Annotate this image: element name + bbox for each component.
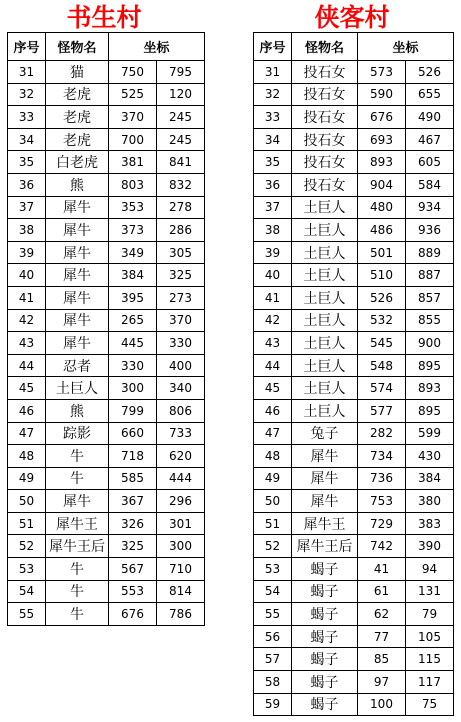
- cell-coord-y: 390: [406, 535, 454, 558]
- cell-coord-x: 325: [109, 535, 157, 558]
- cell-monster-name: 猫: [46, 61, 109, 84]
- cell-coord-y: 105: [406, 625, 454, 648]
- cell-seq: 35: [8, 151, 46, 174]
- cell-coord-y: 895: [406, 399, 454, 422]
- cell-coord-y: 490: [406, 106, 454, 129]
- cell-seq: 32: [8, 83, 46, 106]
- cell-monster-name: 犀牛: [292, 445, 358, 468]
- cell-coord-y: 887: [406, 264, 454, 287]
- cell-monster-name: 土巨人: [292, 286, 358, 309]
- cell-coord-y: 900: [406, 332, 454, 355]
- cell-monster-name: 土巨人: [292, 241, 358, 264]
- cell-monster-name: 蝎子: [292, 558, 358, 581]
- cell-seq: 45: [254, 377, 292, 400]
- table-row: [8, 512, 205, 535]
- cell-monster-name: 犀牛: [292, 467, 358, 490]
- table-row: [8, 219, 205, 242]
- cell-seq: 34: [8, 128, 46, 151]
- cell-seq: 48: [8, 445, 46, 468]
- cell-coord-x: 799: [109, 399, 157, 422]
- table-row: [8, 309, 205, 332]
- cell-seq: 43: [254, 332, 292, 355]
- cell-monster-name: 土巨人: [292, 377, 358, 400]
- table-row: [254, 241, 454, 264]
- cell-coord-x: 61: [358, 580, 406, 603]
- cell-seq: 35: [254, 151, 292, 174]
- cell-coord-y: 94: [406, 558, 454, 581]
- cell-monster-name: 蝎子: [292, 671, 358, 694]
- cell-coord-y: 855: [406, 309, 454, 332]
- cell-monster-name: 犀牛: [292, 490, 358, 513]
- cell-coord-y: 273: [157, 286, 205, 309]
- table-row: [254, 332, 454, 355]
- table-row: [8, 490, 205, 513]
- cell-coord-y: 605: [406, 151, 454, 174]
- table-row: [254, 445, 454, 468]
- cell-coord-x: 384: [109, 264, 157, 287]
- cell-seq: 40: [254, 264, 292, 287]
- cell-monster-name: 牛: [46, 558, 109, 581]
- table-row: [8, 173, 205, 196]
- table-row: [254, 671, 454, 694]
- monster-table-shusheng: [7, 32, 205, 626]
- table-header-row: [254, 33, 454, 61]
- cell-coord-x: 330: [109, 354, 157, 377]
- table-row: [8, 603, 205, 626]
- cell-seq: 44: [254, 354, 292, 377]
- table-row: [254, 83, 454, 106]
- cell-seq: 37: [8, 196, 46, 219]
- table-row: [254, 309, 454, 332]
- table-row: [254, 377, 454, 400]
- village-title-shusheng: 书生村: [66, 3, 142, 32]
- table-row: [8, 196, 205, 219]
- cell-coord-y: 857: [406, 286, 454, 309]
- cell-coord-y: 245: [157, 128, 205, 151]
- cell-seq: 46: [254, 399, 292, 422]
- table-row: [8, 377, 205, 400]
- cell-monster-name: 熊: [46, 173, 109, 196]
- cell-coord-x: 526: [358, 286, 406, 309]
- cell-coord-y: 655: [406, 83, 454, 106]
- cell-coord-x: 893: [358, 151, 406, 174]
- cell-coord-y: 400: [157, 354, 205, 377]
- cell-monster-name: 犀牛: [46, 286, 109, 309]
- cell-coord-y: 296: [157, 490, 205, 513]
- cell-monster-name: 犀牛王: [46, 512, 109, 535]
- table-body: [254, 61, 454, 716]
- cell-coord-y: 286: [157, 219, 205, 242]
- cell-coord-y: 370: [157, 309, 205, 332]
- cell-coord-x: 62: [358, 603, 406, 626]
- cell-coord-x: 753: [358, 490, 406, 513]
- cell-coord-y: 245: [157, 106, 205, 129]
- cell-seq: 34: [254, 128, 292, 151]
- table-body: [8, 61, 205, 626]
- cell-seq: 47: [8, 422, 46, 445]
- cell-coord-y: 710: [157, 558, 205, 581]
- cell-monster-name: 犀牛王后: [46, 535, 109, 558]
- cell-coord-x: 585: [109, 467, 157, 490]
- cell-monster-name: 投石女: [292, 173, 358, 196]
- header-monster-name: 怪物名: [46, 33, 109, 61]
- table-row: [254, 196, 454, 219]
- cell-coord-x: 729: [358, 512, 406, 535]
- table-row: [8, 106, 205, 129]
- cell-monster-name: 土巨人: [292, 264, 358, 287]
- cell-coord-x: 734: [358, 445, 406, 468]
- cell-coord-y: 301: [157, 512, 205, 535]
- cell-seq: 47: [254, 422, 292, 445]
- table-row: [254, 580, 454, 603]
- table-row: [254, 399, 454, 422]
- table-row: [8, 467, 205, 490]
- table-row: [254, 467, 454, 490]
- cell-coord-x: 676: [109, 603, 157, 626]
- cell-coord-x: 100: [358, 693, 406, 716]
- cell-monster-name: 犀牛: [46, 332, 109, 355]
- cell-monster-name: 投石女: [292, 128, 358, 151]
- cell-seq: 31: [254, 61, 292, 84]
- cell-monster-name: 蝎子: [292, 603, 358, 626]
- cell-seq: 37: [254, 196, 292, 219]
- cell-monster-name: 老虎: [46, 128, 109, 151]
- cell-coord-x: 525: [109, 83, 157, 106]
- cell-seq: 44: [8, 354, 46, 377]
- cell-monster-name: 投石女: [292, 83, 358, 106]
- cell-coord-y: 526: [406, 61, 454, 84]
- cell-monster-name: 土巨人: [292, 354, 358, 377]
- table-row: [254, 422, 454, 445]
- cell-coord-y: 79: [406, 603, 454, 626]
- cell-monster-name: 牛: [46, 445, 109, 468]
- cell-coord-x: 750: [109, 61, 157, 84]
- table-row: [254, 490, 454, 513]
- cell-monster-name: 土巨人: [292, 219, 358, 242]
- table-row: [8, 535, 205, 558]
- cell-coord-x: 700: [109, 128, 157, 151]
- cell-coord-x: 282: [358, 422, 406, 445]
- cell-coord-y: 131: [406, 580, 454, 603]
- cell-coord-y: 325: [157, 264, 205, 287]
- cell-coord-x: 573: [358, 61, 406, 84]
- cell-seq: 38: [254, 219, 292, 242]
- cell-coord-y: 841: [157, 151, 205, 174]
- cell-monster-name: 犀牛: [46, 264, 109, 287]
- cell-coord-x: 567: [109, 558, 157, 581]
- cell-seq: 52: [8, 535, 46, 558]
- cell-coord-x: 736: [358, 467, 406, 490]
- cell-seq: 43: [8, 332, 46, 355]
- cell-seq: 45: [8, 377, 46, 400]
- cell-coord-x: 381: [109, 151, 157, 174]
- village-title-xiake: 侠客村: [314, 3, 390, 32]
- cell-monster-name: 忍者: [46, 354, 109, 377]
- cell-seq: 57: [254, 648, 292, 671]
- table-row: [254, 535, 454, 558]
- cell-coord-y: 467: [406, 128, 454, 151]
- cell-coord-x: 676: [358, 106, 406, 129]
- cell-coord-y: 934: [406, 196, 454, 219]
- table-row: [8, 264, 205, 287]
- cell-seq: 51: [254, 512, 292, 535]
- cell-coord-y: 444: [157, 467, 205, 490]
- cell-monster-name: 蝎子: [292, 693, 358, 716]
- cell-seq: 53: [8, 558, 46, 581]
- header-monster-name: 怪物名: [292, 33, 358, 61]
- cell-coord-x: 574: [358, 377, 406, 400]
- cell-coord-y: 936: [406, 219, 454, 242]
- cell-monster-name: 犀牛: [46, 196, 109, 219]
- cell-seq: 33: [254, 106, 292, 129]
- cell-coord-x: 510: [358, 264, 406, 287]
- cell-coord-x: 300: [109, 377, 157, 400]
- cell-coord-x: 480: [358, 196, 406, 219]
- cell-seq: 36: [8, 173, 46, 196]
- header-seq: 序号: [8, 33, 46, 61]
- table-row: [8, 83, 205, 106]
- table-row: [254, 61, 454, 84]
- table-row: [254, 603, 454, 626]
- table-row: [254, 173, 454, 196]
- table-row: [254, 128, 454, 151]
- cell-coord-y: 120: [157, 83, 205, 106]
- cell-seq: 55: [254, 603, 292, 626]
- table-row: [8, 399, 205, 422]
- cell-coord-y: 115: [406, 648, 454, 671]
- cell-coord-x: 265: [109, 309, 157, 332]
- cell-coord-x: 532: [358, 309, 406, 332]
- cell-coord-x: 742: [358, 535, 406, 558]
- cell-monster-name: 牛: [46, 467, 109, 490]
- cell-coord-y: 117: [406, 671, 454, 694]
- cell-monster-name: 白老虎: [46, 151, 109, 174]
- cell-coord-x: 85: [358, 648, 406, 671]
- cell-seq: 55: [8, 603, 46, 626]
- table-row: [8, 332, 205, 355]
- cell-coord-x: 367: [109, 490, 157, 513]
- cell-seq: 54: [254, 580, 292, 603]
- table-row: [254, 558, 454, 581]
- cell-monster-name: 兔子: [292, 422, 358, 445]
- cell-monster-name: 踪影: [46, 422, 109, 445]
- header-coordinates: 坐标: [109, 33, 205, 61]
- cell-coord-x: 553: [109, 580, 157, 603]
- table-row: [8, 128, 205, 151]
- cell-monster-name: 土巨人: [46, 377, 109, 400]
- cell-monster-name: 犀牛王: [292, 512, 358, 535]
- cell-coord-x: 904: [358, 173, 406, 196]
- cell-seq: 49: [8, 467, 46, 490]
- cell-monster-name: 土巨人: [292, 309, 358, 332]
- cell-coord-x: 349: [109, 241, 157, 264]
- cell-coord-y: 599: [406, 422, 454, 445]
- cell-monster-name: 老虎: [46, 83, 109, 106]
- cell-coord-x: 545: [358, 332, 406, 355]
- header-seq: 序号: [254, 33, 292, 61]
- cell-monster-name: 老虎: [46, 106, 109, 129]
- cell-seq: 40: [8, 264, 46, 287]
- cell-coord-y: 584: [406, 173, 454, 196]
- cell-monster-name: 牛: [46, 580, 109, 603]
- cell-coord-x: 445: [109, 332, 157, 355]
- table-row: [8, 286, 205, 309]
- table-row: [254, 106, 454, 129]
- cell-coord-x: 548: [358, 354, 406, 377]
- cell-coord-y: 340: [157, 377, 205, 400]
- table-row: [254, 354, 454, 377]
- cell-coord-y: 330: [157, 332, 205, 355]
- cell-coord-y: 620: [157, 445, 205, 468]
- cell-coord-y: 795: [157, 61, 205, 84]
- cell-coord-x: 486: [358, 219, 406, 242]
- cell-seq: 53: [254, 558, 292, 581]
- cell-seq: 46: [8, 399, 46, 422]
- cell-seq: 52: [254, 535, 292, 558]
- cell-seq: 42: [8, 309, 46, 332]
- table-row: [254, 512, 454, 535]
- cell-coord-y: 733: [157, 422, 205, 445]
- cell-monster-name: 蝎子: [292, 648, 358, 671]
- cell-seq: 48: [254, 445, 292, 468]
- cell-seq: 50: [254, 490, 292, 513]
- cell-coord-x: 803: [109, 173, 157, 196]
- cell-monster-name: 土巨人: [292, 399, 358, 422]
- cell-seq: 41: [254, 286, 292, 309]
- table-row: [8, 558, 205, 581]
- monster-table-xiake: [253, 32, 454, 716]
- cell-seq: 39: [8, 241, 46, 264]
- cell-coord-y: 814: [157, 580, 205, 603]
- table-row: [254, 151, 454, 174]
- cell-coord-x: 77: [358, 625, 406, 648]
- cell-seq: 31: [8, 61, 46, 84]
- cell-seq: 39: [254, 241, 292, 264]
- cell-coord-x: 370: [109, 106, 157, 129]
- table-row: [8, 241, 205, 264]
- cell-seq: 33: [8, 106, 46, 129]
- cell-seq: 51: [8, 512, 46, 535]
- cell-coord-y: 430: [406, 445, 454, 468]
- cell-seq: 54: [8, 580, 46, 603]
- cell-coord-x: 577: [358, 399, 406, 422]
- cell-monster-name: 牛: [46, 603, 109, 626]
- table-row: [254, 219, 454, 242]
- cell-monster-name: 熊: [46, 399, 109, 422]
- cell-coord-x: 353: [109, 196, 157, 219]
- table-row: [254, 264, 454, 287]
- table-row: [254, 625, 454, 648]
- cell-monster-name: 投石女: [292, 61, 358, 84]
- cell-coord-x: 97: [358, 671, 406, 694]
- cell-coord-y: 380: [406, 490, 454, 513]
- cell-monster-name: 蝎子: [292, 580, 358, 603]
- table-row: [254, 648, 454, 671]
- cell-coord-y: 278: [157, 196, 205, 219]
- cell-coord-x: 373: [109, 219, 157, 242]
- header-coordinates: 坐标: [358, 33, 454, 61]
- cell-coord-y: 806: [157, 399, 205, 422]
- cell-coord-x: 660: [109, 422, 157, 445]
- cell-monster-name: 犀牛王后: [292, 535, 358, 558]
- cell-seq: 50: [8, 490, 46, 513]
- cell-monster-name: 投石女: [292, 151, 358, 174]
- table-header-row: [8, 33, 205, 61]
- cell-seq: 41: [8, 286, 46, 309]
- cell-seq: 42: [254, 309, 292, 332]
- cell-coord-x: 395: [109, 286, 157, 309]
- cell-coord-x: 41: [358, 558, 406, 581]
- table-row: [254, 286, 454, 309]
- cell-coord-y: 384: [406, 467, 454, 490]
- table-row: [8, 580, 205, 603]
- cell-coord-y: 300: [157, 535, 205, 558]
- table-row: [254, 693, 454, 716]
- cell-seq: 36: [254, 173, 292, 196]
- table-row: [8, 61, 205, 84]
- table-row: [8, 151, 205, 174]
- cell-seq: 32: [254, 83, 292, 106]
- cell-monster-name: 犀牛: [46, 241, 109, 264]
- cell-monster-name: 投石女: [292, 106, 358, 129]
- cell-coord-y: 889: [406, 241, 454, 264]
- cell-coord-x: 501: [358, 241, 406, 264]
- cell-monster-name: 土巨人: [292, 332, 358, 355]
- cell-coord-x: 590: [358, 83, 406, 106]
- cell-seq: 59: [254, 693, 292, 716]
- cell-coord-y: 893: [406, 377, 454, 400]
- cell-coord-x: 693: [358, 128, 406, 151]
- cell-seq: 38: [8, 219, 46, 242]
- table-row: [8, 354, 205, 377]
- cell-coord-y: 832: [157, 173, 205, 196]
- table-row: [8, 422, 205, 445]
- table-row: [8, 445, 205, 468]
- cell-monster-name: 蝎子: [292, 625, 358, 648]
- cell-coord-y: 786: [157, 603, 205, 626]
- cell-coord-y: 75: [406, 693, 454, 716]
- cell-monster-name: 犀牛: [46, 309, 109, 332]
- cell-monster-name: 犀牛: [46, 219, 109, 242]
- cell-coord-y: 383: [406, 512, 454, 535]
- cell-seq: 58: [254, 671, 292, 694]
- cell-coord-x: 718: [109, 445, 157, 468]
- cell-seq: 49: [254, 467, 292, 490]
- cell-coord-y: 305: [157, 241, 205, 264]
- cell-coord-y: 895: [406, 354, 454, 377]
- cell-monster-name: 犀牛: [46, 490, 109, 513]
- cell-monster-name: 土巨人: [292, 196, 358, 219]
- cell-seq: 56: [254, 625, 292, 648]
- cell-coord-x: 326: [109, 512, 157, 535]
